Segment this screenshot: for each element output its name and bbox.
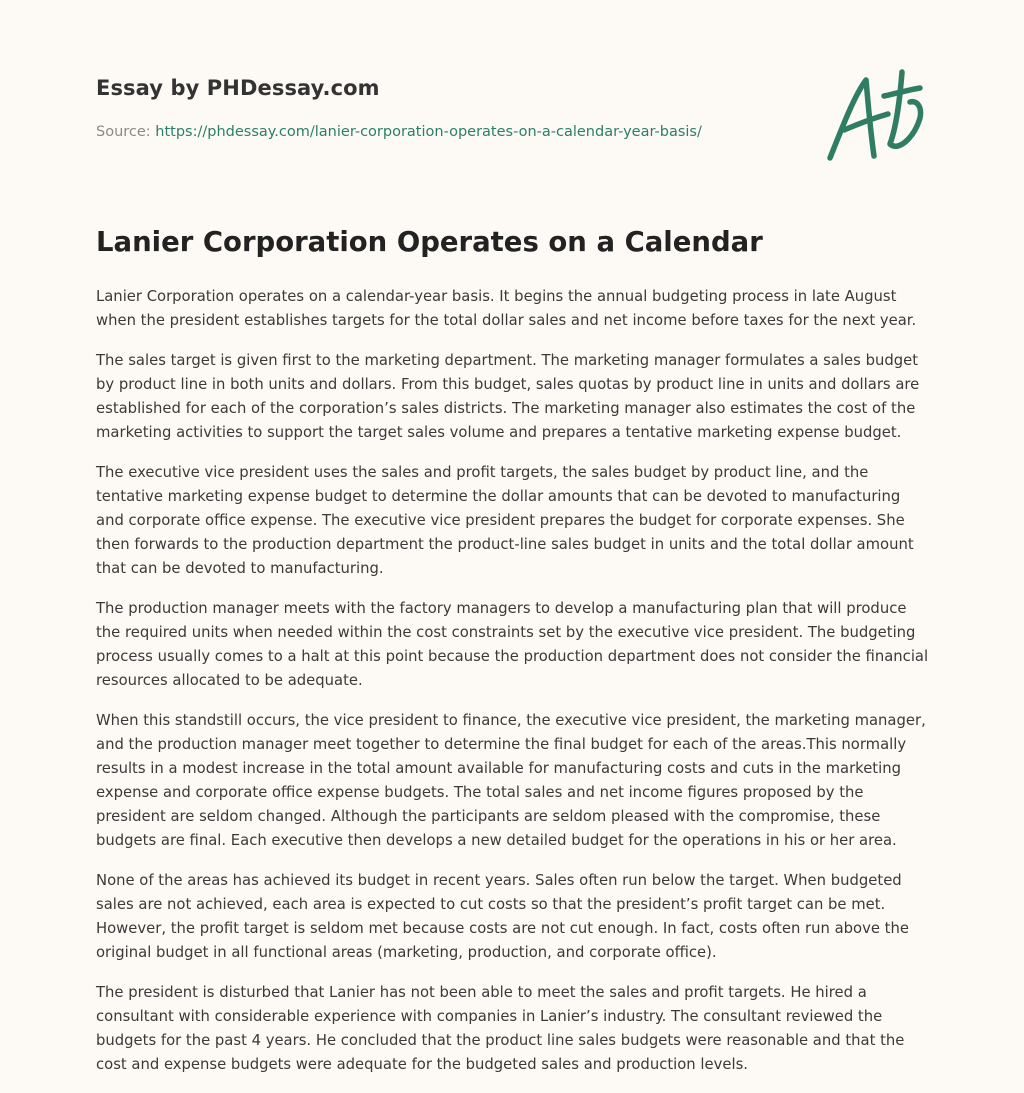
- article-paragraph: Lanier Corporation operates on a calendar-year basis. It begins the annual budgeting process in late August when the president establishes targets for the total dollar sales and net income before taxes for the next year.: [96, 288, 917, 329]
- a-plus-logo-icon: [824, 68, 928, 166]
- site-brand: Essay by PHDessay.com: [96, 76, 380, 100]
- document-page: [96, 0, 932, 1073]
- article-paragraph: When this standstill occurs, the vice president to finance, the executive vice president, the marketing manager, and the production manager meet together to determine the final budget for each of the areas.This normally results in a modest increase in the total amount available for manufacturing costs and cuts in the marketing expense and corporate office expense budgets. The total sales and net income figures proposed by the president are seldom changed. Although the participants are seldom pleased with the compromise, these budgets are final. Each executive then develops a new detailed budget for the operations in his or her area.: [96, 712, 926, 849]
- page-header: [96, 0, 932, 200]
- article-title: Lanier Corporation Operates on a Calendar: [96, 226, 763, 258]
- article-paragraph: The executive vice president uses the sales and profit targets, the sales budget by product line, and the tentative marketing expense budget to determine the dollar amounts that can be devoted to manufacturing and corporate office expense. The executive vice president prepares the budget for corporate expenses. She then forwards to the production department the product-line sales budget in units and the total dollar amount that can be devoted to manufacturing.: [96, 464, 914, 577]
- article-paragraph: The president is disturbed that Lanier has not been able to meet the sales and profit targets. He hired a consultant with considerable experience with companies in Lanier’s industry. The consultant reviewed the budgets for the past 4 years. He concluded that the product line sales budgets were reasonable and that the cost and expense budgets were adequate for the budgeted sales and production levels.: [96, 984, 905, 1073]
- article-body: [96, 285, 932, 1093]
- source-line: [96, 124, 702, 140]
- source-link[interactable]: https://phdessay.com/lanier-corporation-operates-on-a-calendar-year-basis/: [155, 124, 702, 140]
- article-paragraph: The sales target is given first to the marketing department. The marketing manager formulates a sales budget by product line in both units and dollars. From this budget, sales quotas by product line in units and dollars are established for each of the corporation’s sales districts. The marketing manager also estimates the cost of the marketing activities to support the target sales volume and prepares a tentative marketing expense budget.: [96, 352, 920, 441]
- article-paragraph: The production manager meets with the factory managers to develop a manufacturing plan that will produce the required units when needed within the cost constraints set by the executive vice president. The budgeting process usually comes to a halt at this point because the production department does not consider the financial resources allocated to be adequate.: [96, 600, 929, 689]
- source-label: Source:: [96, 124, 151, 140]
- article-paragraph: None of the areas has achieved its budget in recent years. Sales often run below the target. When budgeted sales are not achieved, each area is expected to cut costs so that the president’s profit target can be met. However, the profit target is seldom met because costs are not cut enough. In fact, costs often run above the original budget in all functional areas (marketing, production, and corporate office).: [96, 872, 909, 961]
